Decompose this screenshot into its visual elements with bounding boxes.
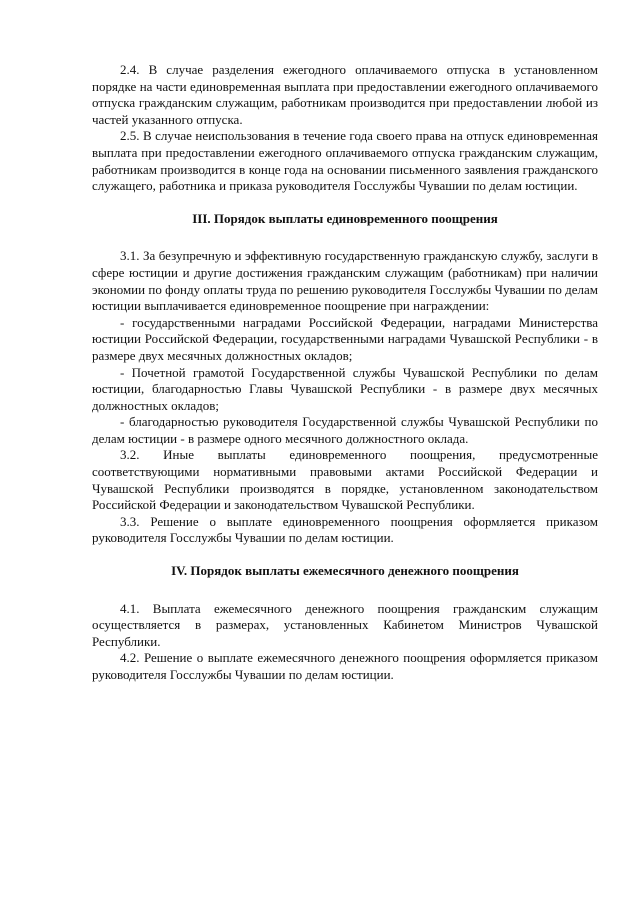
list-item: - Почетной грамотой Государственной службы Чувашской Республики по делам юстиции, благодарностью Главы Чувашской Республики - в размере двух месячных должностных окладов;: [92, 364, 598, 413]
paragraph-2-5: 2.5. В случае неиспользования в течение года своего права на отпуск единовременная выплата при предоставлении ежегодного оплачиваемого отпуска гражданским служащим, работникам производится в конце года на основании письменного заявления гражданского служащего, работника и приказа руководителя Госслужбы Чувашии по делам юстиции.: [92, 128, 598, 194]
section-3-heading: III. Порядок выплаты единовременного поощрения: [192, 210, 498, 226]
list-item: - государственными наградами Российской Федерации, наградами Министерства юстиции Российской Федерации, государственными наградами Чувашской Республики - в размере двух месячных должностных окладов;: [92, 314, 598, 363]
paragraph-3-1: 3.1. За безупречную и эффективную государственную гражданскую службу, заслуги в сфере юстиции и другие достижения гражданским служащим (работникам) при наличии экономии по фонду оплаты труда по решению руководителя Госслужбы Чувашии по делам юстиции выплачивается единовременное поощрение при награждении:: [92, 248, 598, 314]
list-item: - благодарностью руководителя Государственной службы Чувашской Республики по делам юстиции - в размере одного месячного должностного оклада.: [92, 414, 598, 446]
paragraph-4-1: 4.1. Выплата ежемесячного денежного поощрения гражданским служащим осуществляется в размерах, установленных Кабинетом Министров Чувашской Республики.: [92, 600, 598, 649]
paragraph-3-2: 3.2. Иные выплаты единовременного поощрения, предусмотренные соответствующими нормативными правовыми актами Российской Федерации и Чувашской Республики производятся в порядке, установленном законодательством Российской Федерации и законодательством Чувашской Республики.: [92, 447, 598, 513]
paragraph-2-4: 2.4. В случае разделения ежегодного оплачиваемого отпуска в установленном порядке на части единовременная выплата при предоставлении ежегодного оплачиваемого отпуска гражданским служащим, работникам производится при предоставлении любой из частей указанного отпуска.: [92, 62, 598, 127]
paragraph-4-2: 4.2. Решение о выплате ежемесячного денежного поощрения оформляется приказом руководителя Госслужбы Чувашии по делам юстиции.: [92, 650, 598, 682]
section-4-heading: IV. Порядок выплаты ежемесячного денежного поощрения: [171, 563, 519, 579]
paragraph-3-3: 3.3. Решение о выплате единовременного поощрения оформляется приказом руководителя Госслужбы Чувашии по делам юстиции.: [92, 513, 598, 546]
